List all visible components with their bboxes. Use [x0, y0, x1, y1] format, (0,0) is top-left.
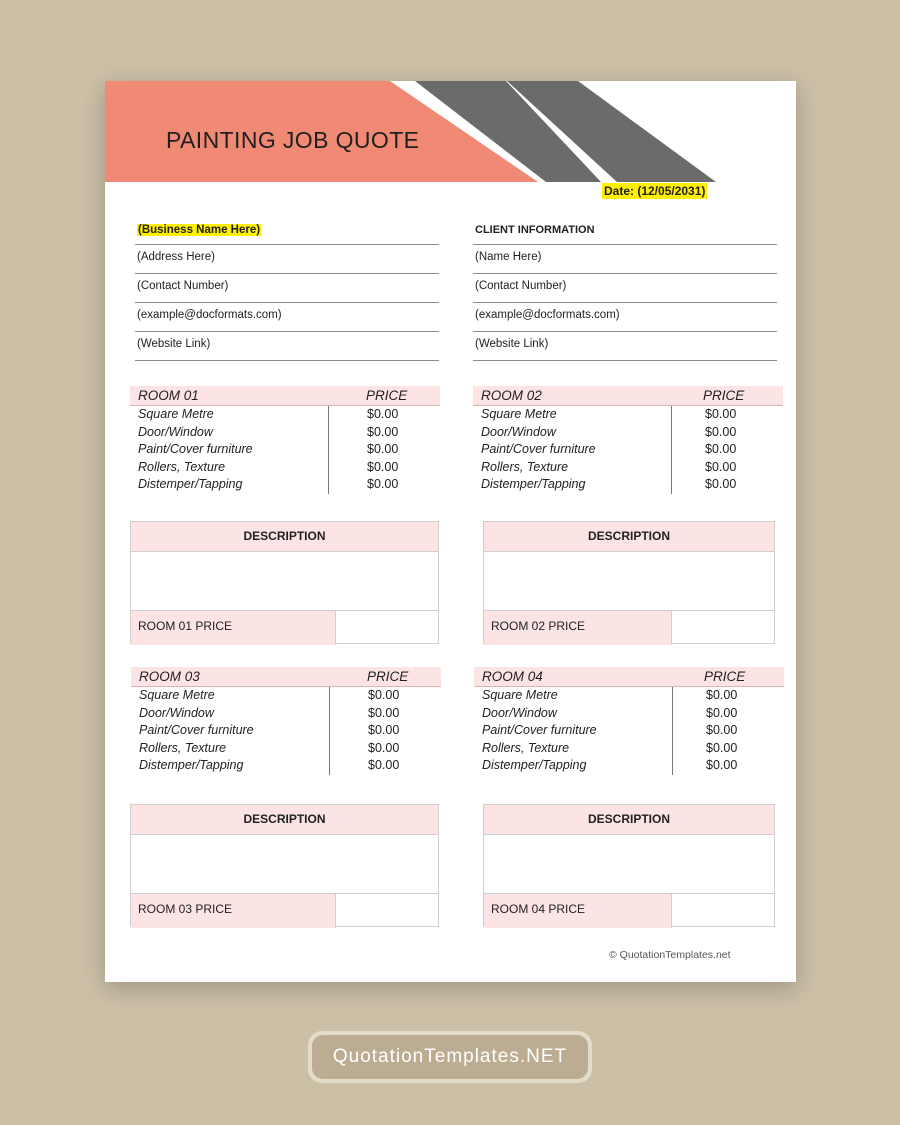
- quote-date[interactable]: Date: (12/05/2031): [604, 184, 706, 198]
- item-label: Paint/Cover furniture: [482, 723, 597, 738]
- brand-badge: [308, 1031, 592, 1083]
- item-label: Door/Window: [482, 705, 557, 720]
- room-02-price-header: PRICE: [703, 388, 745, 403]
- item-price[interactable]: $0.00: [367, 459, 399, 474]
- item-price[interactable]: $0.00: [368, 688, 400, 702]
- room-03-description-header: DESCRIPTION: [131, 805, 438, 835]
- room-04-header: [474, 667, 784, 687]
- room-04-title: ROOM 04: [482, 669, 543, 684]
- item-label: Distemper/Tapping: [139, 758, 244, 773]
- room-04-description-field[interactable]: [484, 835, 774, 894]
- client-contact[interactable]: (Contact Number): [473, 274, 777, 303]
- item-price[interactable]: $0.00: [368, 740, 400, 755]
- item-label: Square Metre: [482, 688, 558, 702]
- business-name-row: [135, 218, 439, 245]
- item-label: Square Metre: [138, 407, 214, 421]
- item-price[interactable]: $0.00: [367, 407, 399, 421]
- room-04-price-label: ROOM 04 PRICE: [484, 894, 672, 928]
- room-04-table: [474, 667, 784, 775]
- item-label: Rollers, Texture: [482, 740, 570, 755]
- business-email[interactable]: (example@docformats.com): [135, 303, 439, 332]
- room-02-description: [483, 521, 775, 644]
- business-contact[interactable]: (Contact Number): [135, 274, 439, 303]
- room-04-item-paint-cover: [474, 722, 784, 740]
- room-02-item-distemper: [473, 476, 783, 494]
- business-address[interactable]: (Address Here): [135, 245, 439, 274]
- room-03-price-header: PRICE: [367, 669, 409, 684]
- item-price[interactable]: $0.00: [367, 424, 399, 439]
- page-title: PAINTING JOB QUOTE: [166, 127, 420, 153]
- room-02-description-field[interactable]: [484, 552, 774, 611]
- room-02-item-square-metre: [473, 406, 783, 424]
- room-02-table: [473, 386, 783, 494]
- item-price[interactable]: $0.00: [705, 459, 737, 474]
- item-label: Paint/Cover furniture: [139, 723, 254, 738]
- room-03-description-field[interactable]: [131, 835, 438, 894]
- item-label: Rollers, Texture: [138, 459, 226, 474]
- item-price[interactable]: $0.00: [705, 442, 737, 457]
- item-price[interactable]: $0.00: [705, 424, 737, 439]
- item-price[interactable]: $0.00: [705, 407, 737, 421]
- quote-page: [105, 81, 796, 982]
- item-label: Rollers, Texture: [139, 740, 227, 755]
- client-website[interactable]: (Website Link): [473, 332, 777, 361]
- item-label: Rollers, Texture: [481, 459, 569, 474]
- room-01-item-rollers: [130, 459, 440, 477]
- client-email[interactable]: (example@docformats.com): [473, 303, 777, 332]
- item-price[interactable]: $0.00: [706, 740, 738, 755]
- room-03-header: [131, 667, 441, 687]
- item-label: Square Metre: [481, 407, 557, 421]
- room-02-title: ROOM 02: [481, 388, 542, 403]
- brand-name: QuotationTemplates.NET: [312, 1035, 588, 1079]
- item-price[interactable]: $0.00: [706, 705, 738, 720]
- item-price[interactable]: $0.00: [706, 723, 738, 738]
- room-01-description-header: DESCRIPTION: [131, 522, 438, 552]
- room-01-item-door-window: [130, 424, 440, 442]
- room-03-description: [130, 804, 439, 927]
- item-label: Door/Window: [138, 424, 213, 439]
- room-01-item-square-metre: [130, 406, 440, 424]
- client-heading: CLIENT INFORMATION: [473, 218, 777, 245]
- item-price[interactable]: $0.00: [705, 477, 737, 492]
- item-price[interactable]: $0.00: [706, 758, 738, 773]
- room-03-item-square-metre: [131, 687, 441, 705]
- item-price[interactable]: $0.00: [368, 758, 400, 773]
- item-price[interactable]: $0.00: [367, 442, 399, 457]
- room-02-item-paint-cover: [473, 441, 783, 459]
- room-01-title: ROOM 01: [138, 388, 199, 403]
- item-price[interactable]: $0.00: [368, 705, 400, 720]
- room-01-price-label: ROOM 01 PRICE: [131, 611, 336, 645]
- item-label: Square Metre: [139, 688, 215, 702]
- room-03-item-door-window: [131, 705, 441, 723]
- item-price[interactable]: $0.00: [706, 688, 738, 702]
- item-label: Door/Window: [481, 424, 556, 439]
- room-03-table: [131, 667, 441, 775]
- room-04-description-header: DESCRIPTION: [484, 805, 774, 835]
- room-03-item-paint-cover: [131, 722, 441, 740]
- client-name[interactable]: (Name Here): [473, 245, 777, 274]
- room-04-item-square-metre: [474, 687, 784, 705]
- item-label: Door/Window: [139, 705, 214, 720]
- item-label: Paint/Cover furniture: [481, 442, 596, 457]
- client-info: [473, 218, 777, 361]
- item-price[interactable]: $0.00: [367, 477, 399, 492]
- room-04-item-distemper: [474, 757, 784, 775]
- room-01-item-paint-cover: [130, 441, 440, 459]
- room-01-header: [130, 386, 440, 406]
- copyright-credit: © QuotationTemplates.net: [609, 949, 731, 961]
- room-02-item-rollers: [473, 459, 783, 477]
- item-label: Paint/Cover furniture: [138, 442, 253, 457]
- room-01-description: [130, 521, 439, 644]
- business-info: [135, 218, 439, 361]
- room-03-item-distemper: [131, 757, 441, 775]
- item-label: Distemper/Tapping: [481, 477, 586, 492]
- room-04-price-header: PRICE: [704, 669, 746, 684]
- room-02-description-header: DESCRIPTION: [484, 522, 774, 552]
- room-04-description: [483, 804, 775, 927]
- item-label: Distemper/Tapping: [138, 477, 243, 492]
- room-01-description-field[interactable]: [131, 552, 438, 611]
- business-name[interactable]: (Business Name Here): [138, 224, 261, 236]
- room-01-item-distemper: [130, 476, 440, 494]
- room-02-price-label: ROOM 02 PRICE: [484, 611, 672, 645]
- business-website[interactable]: (Website Link): [135, 332, 439, 361]
- item-label: Distemper/Tapping: [482, 758, 587, 773]
- room-04-item-rollers: [474, 740, 784, 758]
- room-02-header: [473, 386, 783, 406]
- room-01-price-header: PRICE: [366, 388, 408, 403]
- item-price[interactable]: $0.00: [368, 723, 400, 738]
- room-03-item-rollers: [131, 740, 441, 758]
- room-02-item-door-window: [473, 424, 783, 442]
- room-03-price-label: ROOM 03 PRICE: [131, 894, 336, 928]
- room-04-item-door-window: [474, 705, 784, 723]
- room-01-table: [130, 386, 440, 494]
- room-03-title: ROOM 03: [139, 669, 200, 684]
